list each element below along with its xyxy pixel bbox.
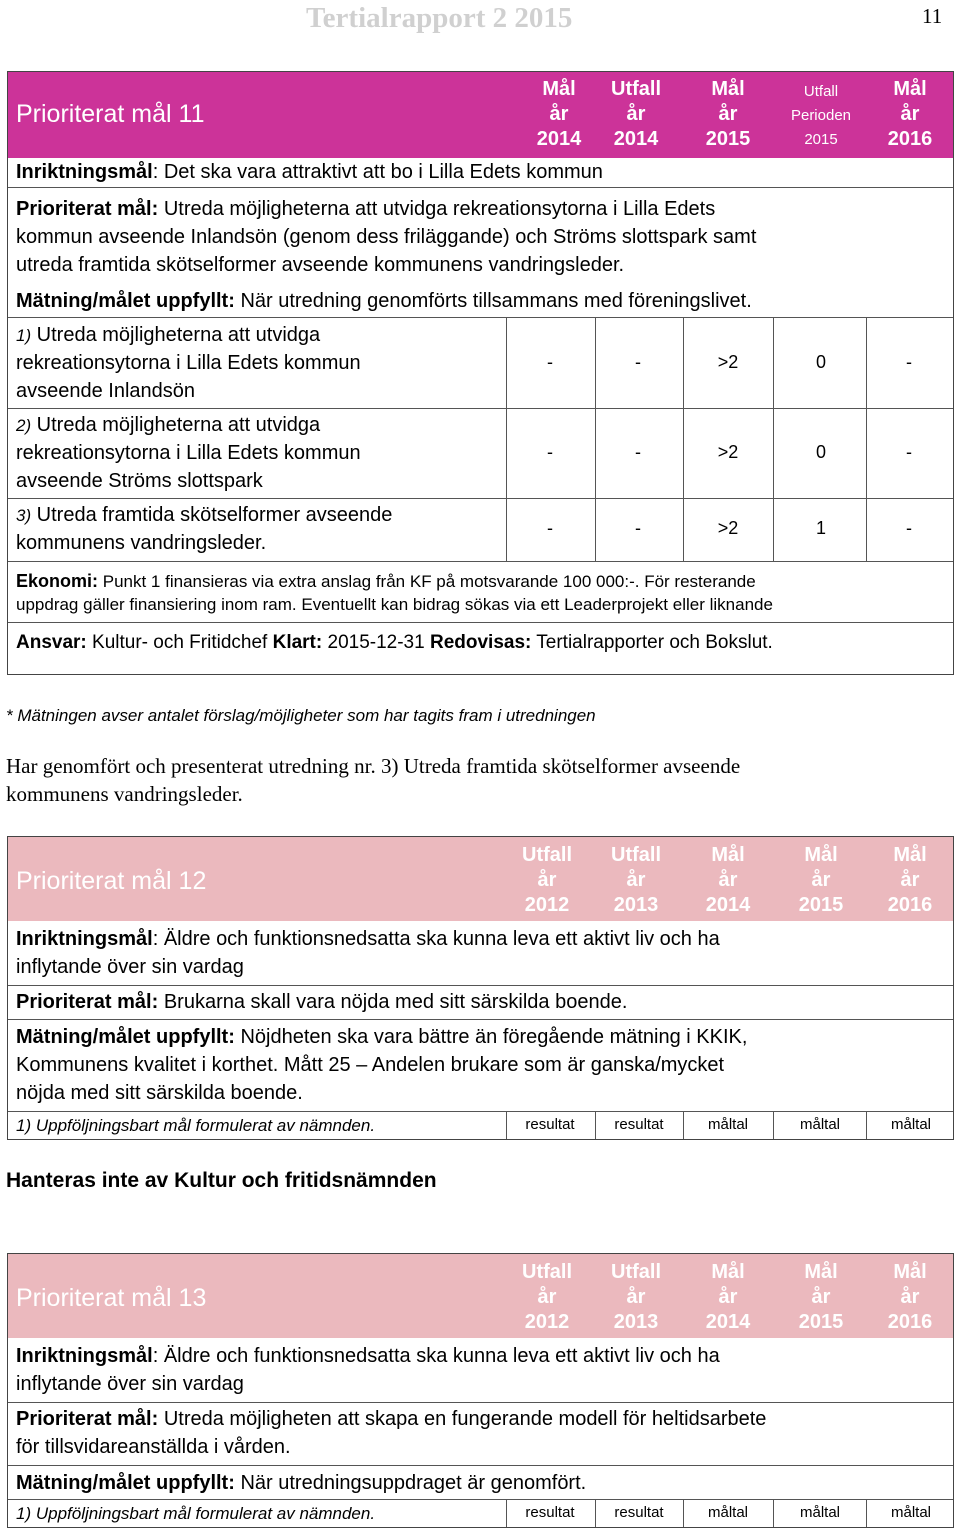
- goal-11-col-3: Mål år 2015: [705, 78, 751, 150]
- goal-11-item-2-val-2: -: [635, 442, 641, 462]
- goal-11-item-2: 2) Utreda möjligheterna att utvidga rekreationsytorna i Lilla Edets kommun avseende Ströms slottspark: [16, 414, 361, 492]
- goal-11-item-1-val-5: -: [906, 352, 912, 372]
- goal-11-item-3-val-1: -: [547, 518, 553, 538]
- goal-11-inriktningsmal: Inriktningsmål: Det ska vara attraktivt att bo i Lilla Edets kommun: [16, 161, 603, 183]
- goal-12-item: 1) Uppföljningsbart mål formulerat av nämnden.: [16, 1116, 376, 1135]
- goal-11-col-1: Mål år 2014: [536, 78, 582, 150]
- goal-12-item-val-1: resultat: [525, 1116, 575, 1133]
- goal-13-inriktningsmal: Inriktningsmål: Äldre och funktionsnedsatta ska kunna leva ett aktivt liv och ha inflytande över sin vardag: [16, 1345, 720, 1395]
- page-number: 11: [922, 4, 943, 28]
- goal-13-col-4: Mål år 2015: [798, 1261, 844, 1333]
- goal-12-prioriterat-mal: Prioriterat mål: Brukarna skall vara nöjda med sitt särskilda boende.: [16, 991, 628, 1013]
- goal-13-matning: Mätning/målet uppfyllt: När utredningsuppdraget är genomfört.: [16, 1472, 587, 1494]
- goal-11-item-1: 1) Utreda möjligheterna att utvidga rekreationsytorna i Lilla Edets kommun avseende Inlandsön: [16, 324, 361, 402]
- goal-13-col-2: Utfall år 2013: [611, 1261, 661, 1333]
- page-title: Tertialrapport 2 2015: [306, 2, 573, 34]
- goal-12-col-4: Mål år 2015: [798, 844, 844, 916]
- goal-13-title: Prioriterat mål 13: [16, 1284, 207, 1312]
- goal-12-item-val-4: måltal: [799, 1116, 840, 1133]
- goal-13-item-val-1: resultat: [525, 1504, 575, 1521]
- goal-11-item-1-val-3: >2: [717, 352, 739, 372]
- goal-11-item-3-val-5: -: [906, 518, 912, 538]
- goal-11-item-3-val-3: >2: [717, 518, 739, 538]
- goal-12-col-2: Utfall år 2013: [611, 844, 661, 916]
- goal-13-item-val-4: måltal: [799, 1504, 840, 1521]
- goal-12-item-val-2: resultat: [614, 1116, 664, 1133]
- goal-12-col-1: Utfall år 2012: [522, 844, 572, 916]
- goal-13-item-val-2: resultat: [614, 1504, 664, 1521]
- goal-12-inriktningsmal: Inriktningsmål: Äldre och funktionsnedsatta ska kunna leva ett aktivt liv och ha inflytande över sin vardag: [16, 928, 720, 978]
- goal-12-item-val-3: måltal: [707, 1116, 748, 1133]
- goal-11-item-3: 3) Utreda framtida skötselformer avseende kommunens vandringsleder.: [16, 504, 393, 554]
- goal-13-prioriterat-mal: Prioriterat mål: Utreda möjligheten att skapa en fungerande modell för heltidsarbete för tillsvidareanställda i vården.: [16, 1408, 767, 1458]
- comment: Har genomfört och presenterat utredning nr. 3) Utreda framtida skötselformer avseende kommunens vandringsleder.: [6, 754, 741, 806]
- goal-12-item-val-5: måltal: [890, 1116, 931, 1133]
- goal-11-item-2-val-1: -: [547, 442, 553, 462]
- goal-13-table: [7, 1253, 954, 1528]
- footnote: * Mätningen avser antalet förslag/möjligheter som har tagits fram i utredningen: [6, 706, 596, 725]
- goal-13-item: 1) Uppföljningsbart mål formulerat av nämnden.: [16, 1504, 376, 1523]
- goal-11-item-1-val-2: -: [635, 352, 641, 372]
- goal-13-col-1: Utfall år 2012: [522, 1261, 572, 1333]
- goal-12-title: Prioriterat mål 12: [16, 867, 207, 895]
- goal-11-item-3-val-4: 1: [815, 518, 826, 538]
- goal-12-matning: Mätning/målet uppfyllt: Nöjdheten ska vara bättre än föregående mätning i KKIK, Kommunens kvalitet i korthet. Mått 25 – Andelen brukare som är ganska/mycket nöjda med sitt särskilda boende.: [16, 1026, 748, 1104]
- goal-12-table: [7, 836, 954, 1140]
- goal-11-item-1-val-4: 0: [815, 352, 826, 372]
- goal-11-col-4: Utfall Perioden 2015: [790, 83, 852, 148]
- goal-11-item-2-val-5: -: [906, 442, 912, 462]
- goal-11-item-2-val-4: 0: [815, 442, 826, 462]
- goal-13-col-3: Mål år 2014: [705, 1261, 751, 1333]
- goal-11-item-3-val-2: -: [635, 518, 641, 538]
- goal-11-prioriterat-mal: Prioriterat mål: Utreda möjligheterna att utvidga rekreationsytorna i Lilla Edets kommun avseende Inlandsön (genom dess friläggande) och Ströms slottspark samt utreda framtida skötselformer avseende kommunens vandringsleder.: [16, 198, 757, 276]
- goal-13-item-val-5: måltal: [890, 1504, 931, 1521]
- goal-11-item-1-val-1: -: [547, 352, 553, 372]
- goal-11-title: Prioriterat mål 11: [16, 100, 205, 128]
- goal-11-col-2: Utfall år 2014: [611, 78, 661, 150]
- goal-11-ansvar: Ansvar: Kultur- och Fritidchef Klart: 2015-12-31 Redovisas: Tertialrapporter och Bokslut.: [16, 632, 773, 653]
- goal-11-matning: Mätning/målet uppfyllt: När utredning genomförts tillsammans med föreningslivet.: [16, 290, 752, 312]
- goal-11-col-5: Mål år 2016: [887, 78, 933, 150]
- goal-11-ekonomi: Ekonomi: Punkt 1 finansieras via extra anslag från KF på motsvarande 100 000:-. För resterande uppdrag gäller finansiering inom ram. Eventuellt kan bidrag sökas via ett Leaderprojekt eller liknande: [16, 571, 773, 614]
- goal-11-item-2-val-3: >2: [717, 442, 739, 462]
- goal-13-item-val-3: måltal: [707, 1504, 748, 1521]
- goal-11-table: [7, 71, 954, 675]
- goal-12-col-3: Mål år 2014: [705, 844, 751, 916]
- hanteras-note: Hanteras inte av Kultur och fritidsnämnden: [6, 1169, 437, 1192]
- goal-13-col-5: Mål år 2016: [887, 1261, 933, 1333]
- goal-12-col-5: Mål år 2016: [887, 844, 933, 916]
